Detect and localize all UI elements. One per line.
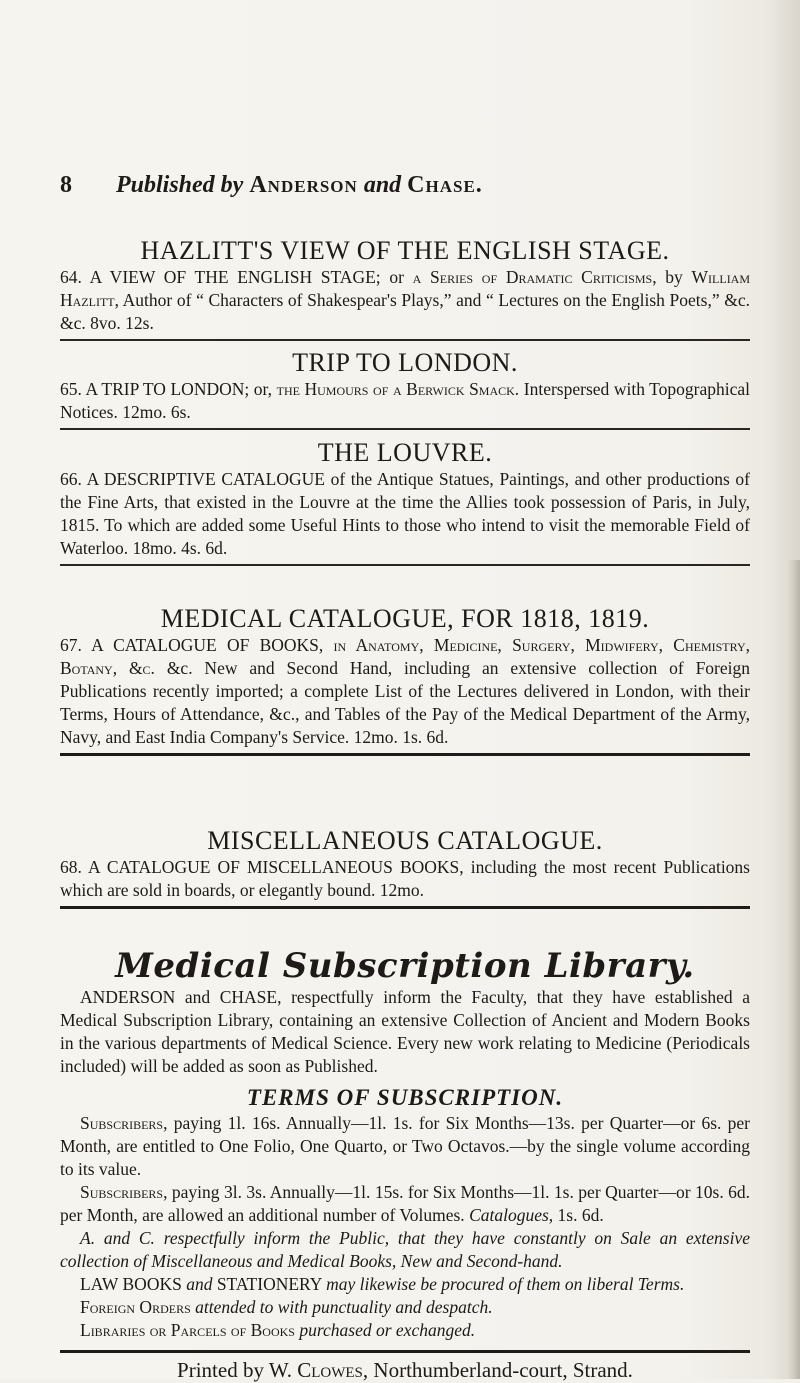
entry-subtitle: a Series of Dramatic Criticisms, [412,267,657,287]
catalogue-entry-66 [60,468,750,560]
section-rule [60,428,750,430]
imprint-address: Northumberland-court, Strand. [373,1358,633,1382]
entry-number: 68. [60,857,82,877]
notice-text: may likewise be procured of them on liberal Terms. [326,1274,685,1294]
section-miscellaneous [60,826,750,909]
entry-number: 66. [60,469,82,489]
library-intro [60,986,750,1078]
library-heading: Medical Subscription Library. [115,946,695,986]
section-title: MEDICAL CATALOGUE, FOR 1818, 1819. [160,604,650,633]
terms-catalogues-price: 1s. 6d. [557,1205,604,1225]
entry-description: A DESCRIPTIVE CATALOGUE of the Antique Statues, Paintings, and other productions of the Fine Arts, that existed in the Louvre at the time the Allies took possession of Paris, in July, 1815. To which are added some Useful Hints to those who intend to visit the memorable Field of Waterloo. 18mo. 4s. 6d. [60,469,750,558]
terms-text: paying 1l. 16s. Annually—1l. 1s. for Six Months—13s. per Quarter—or 6s. per Month, are entitled to One Folio, One Quarto, or Two Octavos.—by the single volume according to its value. [60,1113,751,1179]
notice-libraries: Libraries or Parcels of Books [80,1320,295,1340]
entry-title: A TRIP TO LONDON; or, [85,379,273,399]
entry-number: 64. [60,267,82,287]
entry-description: A CATALOGUE OF MISCELLANEOUS BOOKS, including the most recent Publications which are sold in boards, or elegantly bound. 12mo. [60,857,750,900]
entry-description: Author of “ Characters of Shakespear's Plays,” and “ Lectures on the English Poets,” &c. &c. 8vo. 12s. [60,290,750,333]
running-head-and: and [363,172,402,198]
section-rule [60,906,750,909]
library-intro-names: ANDERSON and CHASE, [80,987,282,1007]
notice-and: and [186,1274,213,1294]
entry-title: A CATALOGUE OF BOOKS, [91,635,324,655]
terms-paragraph-1 [60,1112,750,1181]
entry-title: A VIEW OF THE ENGLISH STAGE; or [89,267,404,287]
imprint-rule [60,1350,750,1353]
entry-number: 65. [60,379,82,399]
page-number: 8 [60,172,72,198]
notice-law-books: LAW BOOKS [80,1274,182,1294]
terms-lead: Subscribers, [80,1182,168,1202]
section-rule [60,753,750,756]
section-title: THE LOUVRE. [317,438,493,467]
section-trip [60,348,750,430]
terms-paragraph-2 [60,1181,750,1227]
entry-description: &c. New and Second Hand, including an extensive collection of Foreign Publications recently imported; a complete List of the Lectures delivered in London, with their Terms, Hours of Attendance, &c., and Tables of the Pay of the Medical Department of the Army, Navy, and East India Company's Service. 12mo. 1s. 6d. [60,658,751,747]
entry-by: by [665,267,683,287]
section-title: TRIP TO LONDON. [292,348,518,377]
terms-title: TERMS OF SUBSCRIPTION. [246,1085,564,1110]
entry-number: 67. [60,635,82,655]
notice-text: purchased or exchanged. [299,1320,476,1340]
catalogue-entry-65 [60,378,750,424]
section-rule [60,339,750,341]
running-head [60,172,750,202]
terms-catalogues-label: Catalogues, [469,1205,554,1225]
imprint-name: Clowes, [297,1358,369,1382]
notice-paragraph-4 [60,1319,750,1342]
section-rule [60,564,750,566]
library-intro-text: respectfully inform the Faculty, that they have established a Medical Subscription Library, containing an extensive Collection of Ancient and Modern Books in the various departments of Medical Science. Every new work relating to Medicine (Periodicals included) will be added as soon as Published. [60,987,750,1076]
printer-imprint [60,1357,750,1383]
running-head-text [116,172,483,199]
notice-foreign-orders: Foreign Orders [80,1297,191,1317]
catalogue-entry-67 [60,634,750,749]
running-head-publisher-b: Chase. [407,172,483,198]
notice-paragraph-3 [60,1296,750,1319]
notice-paragraph-1: A. and C. respectfully inform the Public, that they have constantly on Sale an extensive collection of Miscellaneous and Medical Books, New and Second-hand. [60,1228,750,1271]
section-title: HAZLITT'S VIEW OF THE ENGLISH STAGE. [140,236,670,265]
notice-stationery: STATIONERY [216,1274,322,1294]
catalogue-entry-68 [60,856,750,902]
running-head-prefix: Published by [116,172,244,198]
section-title: MISCELLANEOUS CATALOGUE. [207,826,603,855]
section-hazlitt [60,236,750,341]
notice-paragraph-2 [60,1273,750,1296]
imprint-text: Printed by W. [177,1358,292,1382]
entry-subtitle: in Anatomy, Medicine, Surgery, Midwifery, Chemistry, Botany, &c. [60,635,751,678]
running-head-publisher-a: Anderson [249,172,358,198]
entry-author: William Hazlitt, [60,267,751,310]
section-medical [60,604,750,756]
section-library [60,946,750,1383]
entry-description: Interspersed with Topographical Notices. 12mo. 6s. [60,379,751,422]
entry-subtitle: the Humours of a Berwick Smack. [276,379,520,399]
page-edge-shadow [788,560,800,1379]
terms-text: paying 3l. 3s. Annually—1l. 15s. for Six Months—1l. 1s. per Quarter—or 10s. 6d. per Month, are allowed an additional number of Volumes. [60,1182,751,1225]
terms-lead: Subscribers, [80,1113,168,1133]
section-louvre [60,438,750,566]
catalogue-entry-64 [60,266,750,335]
notice-text: attended to with punctuality and despatch. [195,1297,493,1317]
